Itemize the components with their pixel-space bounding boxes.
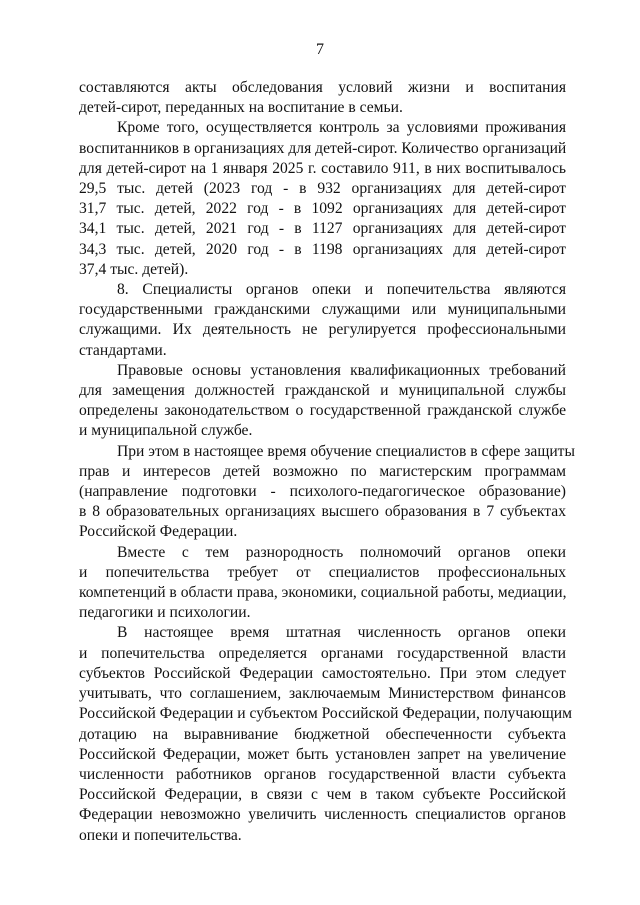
paragraph [79,78,566,118]
text-line: Правовые основы установления квалификационных требований [117,361,566,379]
text-line: государственными гражданскими служащими или муниципальными [79,301,566,319]
paragraph [79,361,566,442]
text-line: Федерации невозможно увеличить численность специалистов органов [79,806,566,824]
text-line: Вместе с тем разнородность полномочий органов опеки [117,543,566,561]
text-line: учитывать, что соглашением, заключаемым Министерством финансов [79,685,566,703]
paragraph [79,118,566,280]
text-line: компетенций в области права, экономики, социальной работы, медиации, [79,584,567,602]
text-line: определены законодательством о государственной гражданской службе [79,402,566,420]
text-line: 37,4 тыс. детей). [79,260,189,278]
text-line: (направление подготовки - психолого-педагогическое образование) [79,483,566,501]
text-line: воспитанников в организациях для детей-сирот. Количество организаций [79,139,567,157]
paragraph [79,280,566,361]
paragraph [79,442,575,543]
paragraph [79,623,572,845]
text-line: численности работников органов государственной власти субъекта [79,765,566,783]
text-line: для детей-сирот на 1 января 2025 г. составило 911, в них воспитывалось [79,159,566,177]
text-line: и муниципальной службе. [79,422,253,440]
text-line: В настоящее время штатная численность органов опеки [117,624,566,642]
text-line: 34,3 тыс. детей, 2020 год - в 1198 организациях для детей-сирот [79,240,566,258]
document-body [79,78,575,846]
text-line: Российской Федерации. [79,523,238,541]
text-line: детей-сирот, переданных на воспитание в семьи. [79,99,403,117]
text-line: служащими. Их деятельность не регулируется профессиональными [79,321,566,339]
paragraph [79,543,566,624]
text-line: составляются акты обследования условий жизни и воспитания [79,79,566,96]
text-line: в 8 образовательных организациях высшего образования в 7 субъектах [79,503,566,521]
text-line: 29,5 тыс. детей (2023 год - в 932 организациях для детей-сирот [79,180,566,198]
text-line: Российской Федерации, может быть установлен запрет на увеличение [79,745,566,763]
text-line: Российской Федерации, в связи с чем в таком субъекте Российской [79,786,566,804]
text-line: стандартами. [79,341,167,359]
text-line: и попечительства требует от специалистов профессиональных [79,563,566,581]
text-line: дотацию на выравнивание бюджетной обеспеченности субъекта [79,725,566,743]
text-line: педагогики и психологии. [79,604,251,622]
text-line: 34,1 тыс. детей, 2021 год - в 1127 организациях для детей-сирот [79,220,566,238]
text-line: для замещения должностей гражданской и муниципальной службы [79,382,566,400]
text-line: прав и интересов детей возможно по магистерским программам [79,462,566,480]
text-line: 31,7 тыс. детей, 2022 год - в 1092 организациях для детей-сирот [79,200,566,218]
text-line: Кроме того, осуществляется контроль за условиями проживания [117,119,566,137]
text-line: 8. Специалисты органов опеки и попечительства являются [117,281,566,299]
page-number: 7 [316,41,324,58]
text-line: опеки и попечительства. [79,826,242,844]
text-line: При этом в настоящее время обучение специалистов в сфере защиты [117,442,575,460]
text-line: Российской Федерации и субъектом Российской Федерации, получающим [79,705,572,723]
text-line: и попечительства определяется органами государственной власти [79,644,566,662]
text-line: субъектов Российской Федерации самостоятельно. При этом следует [79,664,566,682]
